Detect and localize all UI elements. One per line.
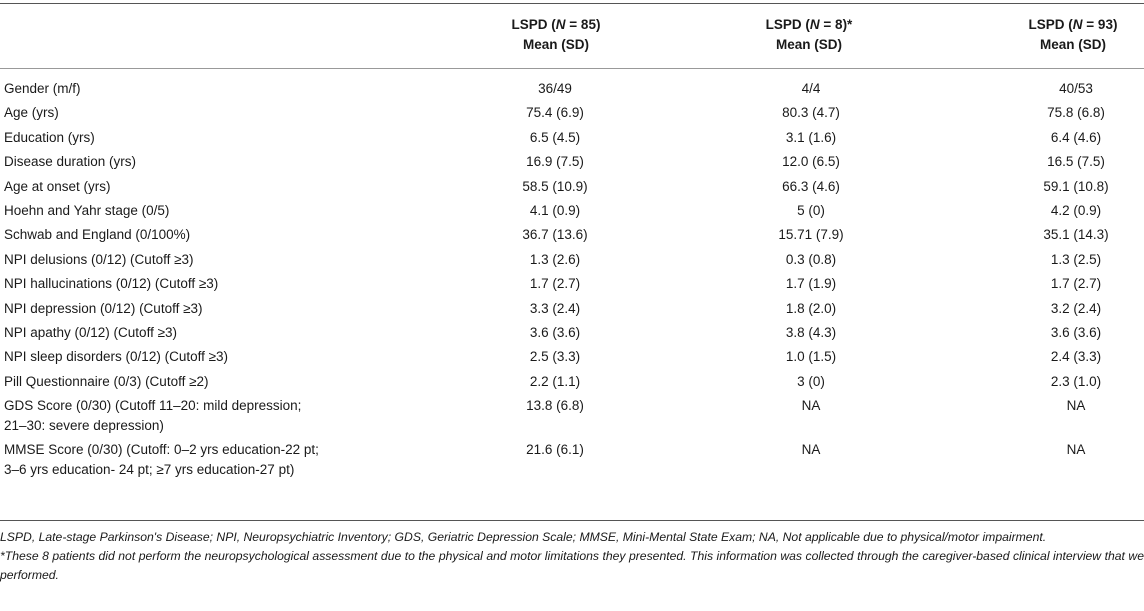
cell-lspd-8: 3.1 (1.6) — [785, 129, 837, 145]
table-row — [0, 152, 1144, 176]
cell-lspd-93: 4.2 (0.9) — [1050, 202, 1102, 218]
table-footnotes — [0, 528, 1144, 585]
cell-lspd-85: 2.5 (3.3) — [529, 349, 581, 365]
table-row — [0, 347, 1144, 371]
row-label: Pill Questionnaire (0/3) (Cutoff ≥2) — [4, 373, 209, 389]
cell-lspd-93: 3.2 (2.4) — [1050, 300, 1102, 316]
cell-lspd-8: 66.3 (4.6) — [782, 178, 840, 194]
cell-lspd-85: 3.3 (2.4) — [529, 300, 581, 316]
cell-lspd-93: 40/53 — [1059, 81, 1093, 96]
cell-lspd-8: 15.71 (7.9) — [778, 227, 844, 243]
cell-lspd-93: 3.6 (3.6) — [1050, 324, 1102, 340]
cell-lspd-8: 1.7 (1.9) — [785, 276, 837, 292]
row-label: Hoehn and Yahr stage (0/5) — [4, 202, 170, 218]
cell-lspd-85: 1.3 (2.6) — [529, 251, 581, 267]
cell-lspd-8: 1.8 (2.0) — [785, 300, 837, 316]
cell-lspd-8: 5 (0) — [797, 202, 825, 218]
cell-lspd-85: 2.2 (1.1) — [529, 373, 581, 389]
cell-lspd-8: 1.0 (1.5) — [785, 349, 837, 365]
row-label: GDS Score (0/30) (Cutoff 11–20: mild depression; 21–30: severe depression) — [4, 398, 302, 434]
cell-lspd-8: 0.3 (0.8) — [785, 251, 837, 267]
cell-lspd-85: 21.6 (6.1) — [526, 442, 584, 458]
table-row — [0, 274, 1144, 298]
cell-lspd-85: 6.5 (4.5) — [529, 129, 581, 145]
cell-lspd-8: 4/4 — [801, 81, 821, 96]
table-row — [0, 201, 1144, 225]
cell-lspd-93: 75.8 (6.8) — [1047, 105, 1105, 121]
row-label: MMSE Score (0/30) (Cutoff: 0–2 yrs education-22 pt; 3–6 yrs education- 24 pt; ≥7 yrs education-27 pt) — [4, 442, 319, 478]
cell-lspd-85: 16.9 (7.5) — [526, 154, 584, 170]
cell-lspd-85: 4.1 (0.9) — [529, 202, 581, 218]
cell-lspd-85: 58.5 (10.9) — [522, 178, 588, 194]
table-bottom-rule — [0, 520, 1144, 521]
cell-lspd-85: 36/49 — [538, 81, 572, 96]
cell-lspd-85: 3.6 (3.6) — [529, 324, 581, 340]
table-row — [0, 103, 1144, 127]
table-row — [0, 250, 1144, 274]
column-header-lspd-85: LSPD (N = 85) Mean (SD) — [511, 17, 601, 52]
table-row — [0, 225, 1144, 249]
row-label: NPI apathy (0/12) (Cutoff ≥3) — [4, 324, 177, 340]
cell-lspd-85: 13.8 (6.8) — [526, 398, 584, 414]
cell-lspd-93: 35.1 (14.3) — [1043, 227, 1109, 243]
row-label: Age at onset (yrs) — [4, 178, 111, 194]
table-row — [0, 299, 1144, 323]
row-label: NPI delusions (0/12) (Cutoff ≥3) — [4, 251, 194, 267]
cell-lspd-93: 6.4 (4.6) — [1050, 129, 1102, 145]
cell-lspd-85: 1.7 (2.7) — [529, 276, 581, 292]
cell-lspd-93: 2.4 (3.3) — [1050, 349, 1102, 365]
cell-lspd-93: 1.7 (2.7) — [1050, 276, 1102, 292]
abbreviations-footnote: LSPD, Late-stage Parkinson's Disease; NPI, Neuropsychiatric Inventory; GDS, Geriatric Depression Scale; MMSE, Mini-Mental State Exam; NA, Not applicable due to physical/motor impairment. — [0, 530, 1047, 544]
row-label: NPI depression (0/12) (Cutoff ≥3) — [4, 300, 203, 316]
row-label: Age (yrs) — [4, 105, 59, 121]
row-label: NPI sleep disorders (0/12) (Cutoff ≥3) — [4, 349, 229, 365]
table-row — [0, 177, 1144, 201]
table-row — [0, 79, 1144, 103]
row-label: Education (yrs) — [4, 129, 95, 145]
table-row — [0, 440, 1144, 484]
cell-lspd-8: 3.8 (4.3) — [785, 324, 837, 340]
cell-lspd-93: NA — [1066, 398, 1086, 414]
table-row — [0, 128, 1144, 152]
column-header-lspd-93: LSPD (N = 93) Mean (SD) — [1028, 17, 1118, 52]
table-body — [0, 79, 1144, 484]
row-label: Gender (m/f) — [4, 81, 81, 96]
column-header-lspd-8: LSPD (N = 8)* Mean (SD) — [765, 17, 853, 52]
table-row — [0, 323, 1144, 347]
cell-lspd-85: 75.4 (6.9) — [526, 105, 584, 121]
cell-lspd-8: 12.0 (6.5) — [782, 154, 840, 170]
cell-lspd-8: 80.3 (4.7) — [782, 105, 840, 121]
cell-lspd-93: 59.1 (10.8) — [1043, 178, 1109, 194]
table-top-rule — [0, 3, 1144, 4]
cell-lspd-93: 2.3 (1.0) — [1050, 373, 1102, 389]
row-label: Schwab and England (0/100%) — [4, 227, 191, 243]
cell-lspd-8: NA — [801, 398, 821, 414]
table-row — [0, 396, 1144, 440]
cell-lspd-93: 16.5 (7.5) — [1047, 154, 1105, 170]
cell-lspd-8: 3 (0) — [797, 373, 825, 389]
table-row — [0, 372, 1144, 396]
cell-lspd-93: 1.3 (2.5) — [1050, 251, 1102, 267]
asterisk-footnote: *These 8 patients did not perform the neuropsychological assessment due to the physical and motor limitations they presented. This information was collected through the caregiver-based clinical interview that we performed. — [0, 549, 1144, 582]
row-label: Disease duration (yrs) — [4, 154, 137, 170]
cell-lspd-93: NA — [1066, 442, 1086, 458]
cell-lspd-85: 36.7 (13.6) — [522, 227, 588, 243]
cell-lspd-8: NA — [801, 442, 821, 458]
table-header-rule — [0, 68, 1144, 69]
row-label: NPI hallucinations (0/12) (Cutoff ≥3) — [4, 276, 219, 292]
